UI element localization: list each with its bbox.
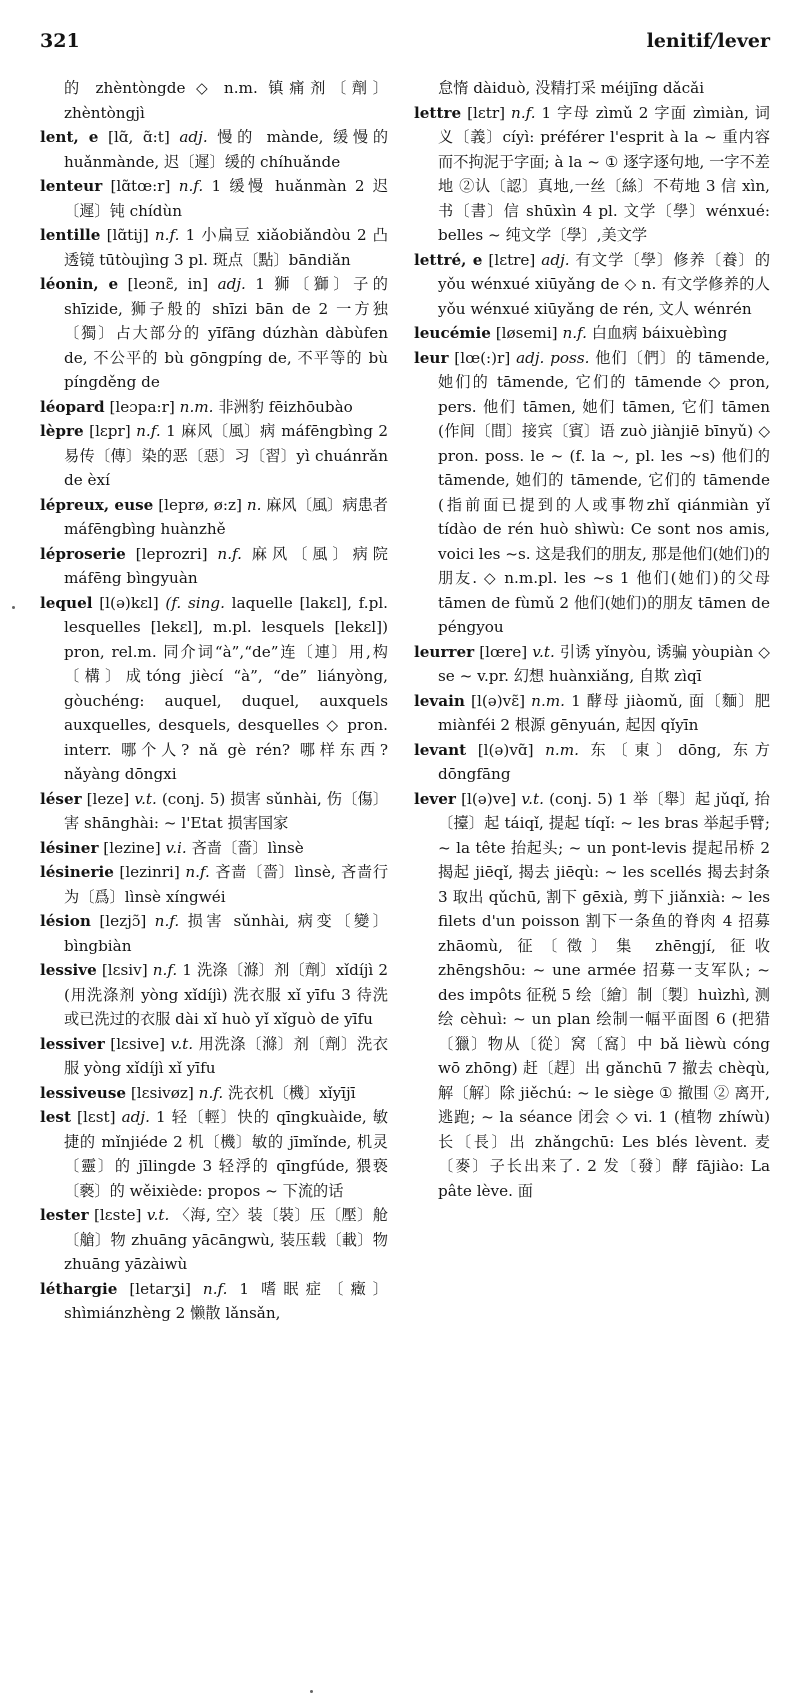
headword: lenteur: [40, 177, 103, 195]
part-of-speech: v.t.: [146, 1206, 170, 1224]
definition: 吝啬〔嗇〕lìnsè, 吝啬行为〔爲〕lìnsè xíngwéi: [64, 863, 389, 906]
definition: 洗衣机〔機〕xǐyījī: [223, 1083, 356, 1102]
guide-words: [647, 30, 770, 52]
headword: léonin, e: [40, 275, 119, 293]
headword: léthargie: [40, 1279, 118, 1298]
dictionary-entry: [414, 248, 770, 322]
definition: 怠惰 dàiduò, 没精打采 méijīng dǎcǎi: [438, 79, 705, 97]
pronunciation: [leɔnɛ̃, in]: [118, 275, 218, 293]
pronunciation: [lɛste]: [88, 1206, 147, 1224]
dictionary-entry: [414, 640, 770, 689]
part-of-speech: n.f.: [152, 961, 178, 979]
headword: lentille: [40, 226, 101, 244]
dictionary-entry: [40, 419, 388, 493]
headword: léopard: [40, 397, 105, 416]
definition: 1 麻风〔風〕病 máfēngbìng 2 易传〔傳〕染的恶〔惡〕习〔習〕yì chuánrǎn de èxí: [64, 422, 388, 489]
pronunciation: [lœ(:)r]: [448, 348, 517, 367]
pronunciation: [lezjɔ̃]: [90, 912, 155, 930]
definition: 1 字母 zìmǔ 2 字面 zìmiàn, 词义〔義〕cíyì: préférer l'esprit à la ~ 重内容而不拘泥于字面; à la ~ ① 逐字逐句地, 一字不差地 ②认〔認〕真地,一丝〔絲〕不苟地 3 信 xìn, 书〔書〕信 shūxìn 4 pl. 文学〔學〕wénxué: belles ~ 纯文学〔學〕,美文学: [438, 103, 770, 244]
part-of-speech: n.m.: [179, 397, 214, 416]
part-of-speech: n.f.: [198, 1083, 224, 1102]
headword: levant: [414, 740, 467, 759]
pronunciation: [leprozri]: [125, 544, 218, 563]
headword: lettré, e: [414, 250, 483, 269]
dictionary-entry: [414, 101, 770, 248]
definition: 有文学〔學〕修养〔養〕的 yǒu wénxué xiūyǎng de ◇ n. 有文学修养的人 yǒu wénxué xiūyǎng de rén, 文人 wénrén: [438, 250, 771, 318]
pronunciation: [l(ə)vɛ̃]: [464, 691, 532, 710]
right-column: [414, 76, 770, 1203]
headword: lépreux, euse: [40, 495, 154, 514]
definition: 用洗涤〔滌〕剂〔劑〕洗衣服 yòng xǐdíjì xǐ yīfu: [64, 1034, 389, 1077]
headword: lever: [414, 789, 456, 808]
dictionary-entry: [40, 493, 388, 542]
scan-speck: [12, 606, 15, 609]
entry-continuation: [40, 76, 388, 125]
left-column: [40, 76, 388, 1326]
definition: 东〔東〕dōng, 东方 dōngfāng: [438, 740, 770, 783]
pronunciation: [lɛsive]: [104, 1034, 171, 1053]
pronunciation: [leprø, ø:z]: [153, 495, 247, 514]
headword: levain: [414, 691, 465, 710]
entry-continuation: [414, 76, 770, 101]
headword: lest: [40, 1108, 71, 1126]
definition: 麻风〔風〕病患者 máfēngbìng huànzhě: [64, 495, 388, 538]
definition: 1 狮〔獅〕子的 shīzide, 狮子般的 shīzi bān de 2 一方独〔獨〕占大部分的 yīfāng dúzhàn dàbùfen de, 不公平的 bù gōngpíng de, 不平等的 bù píngděng de: [64, 275, 388, 391]
pronunciation: [leɔpa:r]: [104, 397, 180, 416]
dictionary-entry: [40, 174, 388, 223]
dictionary-entry: [40, 272, 388, 395]
dictionary-entry: [414, 689, 770, 738]
dictionary-entry: [414, 787, 770, 1204]
definition: 损害 sǔnhài, 病变〔變〕bìngbiàn: [64, 912, 388, 955]
part-of-speech: adj.: [179, 128, 208, 146]
pronunciation: [letarʒi]: [117, 1279, 203, 1298]
definition: 1 洗涤〔滌〕剂〔劑〕xǐdíjì 2 (用洗涤剂 yòng xǐdíjì) 洗衣服 xǐ yīfu 3 待洗或已洗过的衣服 dài xǐ huò yǐ xǐguò de yīfu: [64, 961, 388, 1028]
part-of-speech: n.: [246, 495, 262, 514]
dictionary-entry: [40, 1105, 388, 1203]
part-of-speech: v.t.: [170, 1034, 194, 1053]
dictionary-entry: [414, 321, 770, 346]
definition: 1 小扁豆 xiǎobiǎndòu 2 凸透镜 tūtòujìng 3 pl. 斑点〔點〕bāndiǎn: [64, 226, 388, 269]
pronunciation: [l(ə)vɑ̃]: [466, 740, 546, 759]
definition: 1 缓慢 huǎnmàn 2 迟〔遲〕钝 chídùn: [64, 177, 388, 220]
pronunciation: [l(ə)kɛl]: [92, 593, 166, 612]
definition: 的 zhèntòngde ◇ n.m. 镇痛剂〔劑〕zhèntòngjì: [64, 79, 388, 122]
definition: 白血病 báixuèbìng: [586, 324, 728, 342]
pronunciation: [lɛpr]: [83, 422, 137, 440]
dictionary-entry: [40, 125, 388, 174]
part-of-speech: n.f.: [511, 103, 536, 122]
part-of-speech: n.f.: [178, 177, 204, 195]
pronunciation: [lɛst]: [71, 1108, 122, 1126]
dictionary-entry: [40, 787, 388, 836]
dictionary-entry: [40, 395, 388, 420]
part-of-speech: adj. poss.: [516, 348, 590, 367]
part-of-speech: n.f.: [562, 324, 587, 342]
headword: lettre: [414, 103, 462, 122]
dictionary-entry: [414, 346, 770, 640]
pronunciation: [lɛtre]: [482, 250, 542, 269]
part-of-speech: n.f.: [136, 422, 161, 440]
dictionary-entry: [40, 1032, 388, 1081]
headword: lessive: [40, 961, 97, 979]
headword: lent, e: [40, 128, 99, 146]
pronunciation: [løsemi]: [490, 324, 563, 342]
guide-word-first: lenitif: [646, 30, 712, 52]
headword: lésion: [40, 912, 91, 930]
pronunciation: [lɑ̃, ɑ̃:t]: [98, 128, 180, 146]
headword: léproserie: [40, 544, 126, 563]
dictionary-entry: [40, 1203, 388, 1277]
headword: leurrer: [414, 642, 475, 661]
headword: lésiner: [40, 838, 99, 857]
dictionary-entry: [40, 836, 388, 861]
dictionary-entry: [40, 1277, 388, 1326]
part-of-speech: v.t.: [532, 642, 555, 661]
part-of-speech: n.f.: [185, 863, 210, 881]
definition: 非洲豹 fēizhōubào: [213, 397, 353, 416]
definition: laquelle [lakɛl], f.pl. lesquelles [lekɛl], m.pl. lesquels [lekɛl]) pron, rel.m. 同介词“à”,“de”连〔連〕用,构〔構〕成tóng jiècí “à”, “de” liányòng, gòuchéng: auquel, duquel, auxquels auxquelles, desquels, desquelles ◇ pron. interr. 哪个人? nǎ gè rén? 哪样东西? nǎyàng dōngxi: [64, 593, 388, 783]
dictionary-entry: [40, 223, 388, 272]
headword: lester: [40, 1206, 89, 1224]
dictionary-entry: [40, 542, 388, 591]
part-of-speech: v.i.: [165, 838, 187, 857]
definition: (conj. 5) 损害 sǔnhài, 伤〔傷〕害 shānghài: ~ l'Etat 损害国家: [64, 789, 389, 832]
definition: 麻风〔風〕病院 máfēng bìngyuàn: [64, 544, 388, 587]
part-of-speech: v.t.: [134, 789, 157, 808]
definition: 1 酵母 jiàomǔ, 面〔麵〕肥 miànféi 2 根源 gēnyuán, 起因 qǐyīn: [438, 691, 771, 734]
definition: 吝啬〔嗇〕lìnsè: [186, 838, 304, 857]
part-of-speech: n.f.: [154, 912, 180, 930]
dictionary-entry: [414, 738, 770, 787]
definition: 〈海, 空〉装〔裝〕压〔壓〕舱〔艙〕物 zhuāng yācāngwù, 装压载〔載〕物 zhuāng yāzàiwù: [64, 1206, 389, 1273]
headword: lessiveuse: [40, 1083, 127, 1102]
guide-word-last: lever: [717, 30, 770, 52]
pronunciation: [lœre]: [474, 642, 533, 661]
pronunciation: [lɑ̃tij]: [100, 226, 155, 244]
guide-word-separator: /: [711, 30, 718, 52]
pronunciation: [l(ə)ve]: [455, 789, 522, 808]
headword: lequel: [40, 593, 93, 612]
headword: lèpre: [40, 422, 84, 440]
scan-speck: [310, 1690, 313, 1693]
part-of-speech: n.m.: [545, 740, 579, 759]
part-of-speech: adj.: [541, 250, 570, 269]
part-of-speech: v.t.: [521, 789, 544, 808]
definition: (conj. 5) 1 举〔舉〕起 jǔqǐ, 抬〔擡〕起 táiqǐ, 提起 tíqǐ: ~ les bras 举起手臂; ~ la tête 抬起头; ~ un pont-levis 提起吊桥 2 揭起 jiēqǐ, 揭去 jiēqù: ~ les scellés 揭去封条 3 取出 qǔchū, 割下 gēxià, 剪下 jiǎnxià: ~ les filets d'un poisson 割下一条鱼的脊肉 4 招募 zhāomù, 征〔徵〕集 zhēngjí, 征收 zhēngshōu: ~ une armée 招募一支军队; ~ des impôts 征税 5 绘〔繪〕制〔製〕huìzhì, 测绘 cèhuì: ~ un plan 绘制一幅平面图 6 (把猎〔獵〕物从〔從〕窝〔窩〕中 bǎ lièwù cóng wō zhōng) 赶〔趕〕出 gǎnchū 7 撤去 chèqù, 解〔解〕除 jiěchú: ~ le siège ① 撤围 ② 离开,逃跑; ~ la séance 闭会 ◇ vi. 1 (植物 zhíwù) 长〔長〕出 zhǎngchū: Les blés lèvent. 麦〔麥〕子长出来了. 2 发〔發〕酵 fājiào: La pâte lève. 面: [438, 789, 770, 1200]
part-of-speech: adj.: [217, 275, 246, 293]
definition: 他们〔們〕的 tāmende, 她们的 tāmende, 它们的 tāmende ◇ pron, pers. 他们 tāmen, 她们 tāmen, 它们 tāmen (作间〔間〕接宾〔賓〕语 zuò jiànjiē bīnyǔ) ◇ pron. poss. le ~ (f. la ~, pl. les ~s) 他们的 tāmende, 她们的 tāmende, 它们的 tāmende (指前面已提到的人或事物zhǐ qiánmiàn yǐ tídào de rén huò shìwù: Ce sont nos amis, voici les ~s. 这是我们的朋友, 那是他们(她们)的朋友. ◇ n.m.pl. les ~s 1 他们(她们)的父母 tāmen de fùmǔ 2 他们(她们)的朋友 tāmen de péngyou: [438, 348, 770, 636]
headword: leucémie: [414, 324, 491, 342]
headword: leur: [414, 348, 449, 367]
pronunciation: [lɛsivøz]: [126, 1083, 199, 1102]
pronunciation: [lezinri]: [113, 863, 186, 881]
pronunciation: [lɛsiv]: [96, 961, 153, 979]
pronunciation: [leze]: [81, 789, 135, 808]
dictionary-entry: [40, 958, 388, 1032]
headword: lessiver: [40, 1034, 105, 1053]
part-of-speech: n.f.: [202, 1279, 228, 1298]
part-of-speech: adj.: [121, 1108, 150, 1126]
part-of-speech: n.f.: [217, 544, 242, 563]
headword: léser: [40, 789, 82, 808]
dictionary-entry: [40, 860, 388, 909]
pronunciation: [lezine]: [98, 838, 166, 857]
page-number: 321: [40, 30, 80, 52]
part-of-speech: (f. sing.: [165, 593, 225, 612]
pronunciation: [lɑ̃tœ:r]: [102, 177, 179, 195]
dictionary-entry: [40, 591, 388, 787]
headword: lésinerie: [40, 863, 114, 881]
definition: 1 轻〔輕〕快的 qīngkuàide, 敏捷的 mǐnjiéde 2 机〔機〕敏的 jīmǐnde, 机灵〔靈〕的 jīlingde 3 轻浮的 qīngfúde, 猥亵〔褻〕的 wěixiède: propos ~ 下流的话: [64, 1108, 388, 1200]
part-of-speech: n.f.: [154, 226, 180, 244]
definition: 1 嗜眠症〔癥〕shìmiánzhèng 2 懒散 lǎnsǎn,: [64, 1279, 388, 1322]
pronunciation: [lɛtr]: [461, 103, 512, 122]
dictionary-entry: [40, 909, 388, 958]
definition: 慢的 mànde, 缓慢的 huǎnmànde, 迟〔遲〕缓的 chíhuǎnde: [64, 128, 389, 171]
dictionary-entry: [40, 1081, 388, 1106]
definition: 引诱 yǐnyòu, 诱骗 yòupiàn ◇ se ~ v.pr. 幻想 huànxiǎng, 自欺 zìqī: [438, 642, 770, 685]
part-of-speech: n.m.: [531, 691, 566, 710]
